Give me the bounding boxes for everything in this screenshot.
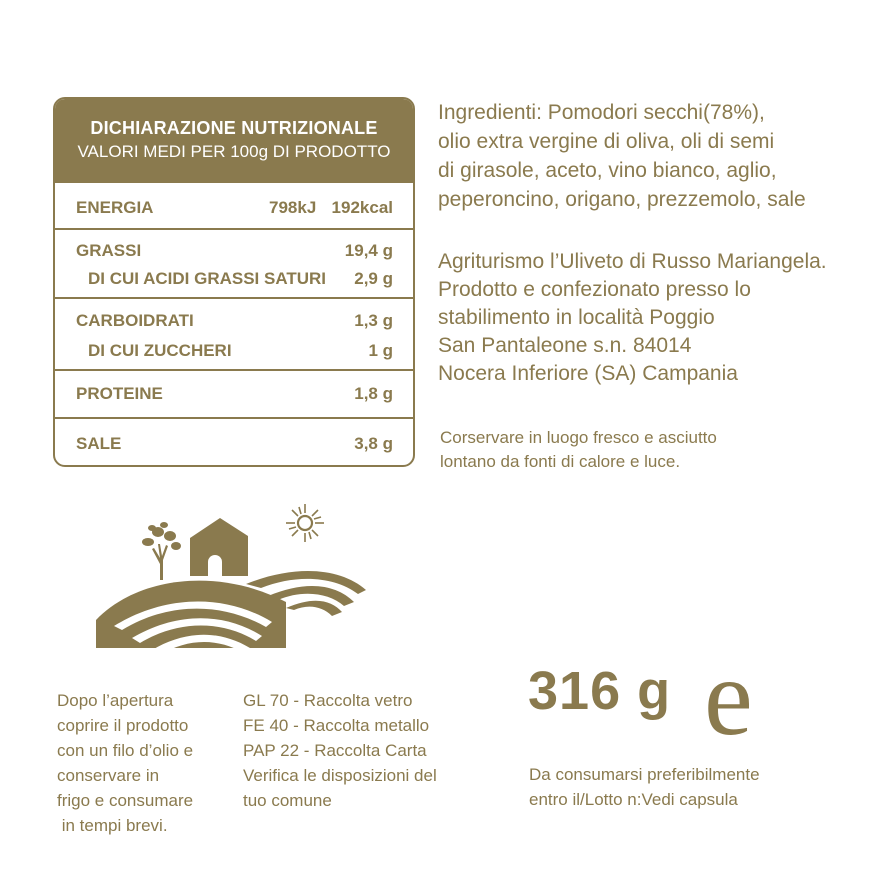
ingredients-line: olio extra vergine di oliva, oli di semi (438, 130, 775, 153)
fats-label: GRASSI (76, 241, 142, 260)
energy-label: ENERGIA (76, 198, 154, 217)
producer-line: Nocera Inferiore (SA) Campania (438, 362, 738, 385)
recycling-text (243, 688, 483, 813)
best-before-line: Da consumarsi preferibilmente (529, 765, 760, 784)
nutrition-title: DICHIARAZIONE NUTRIZIONALE (90, 118, 378, 138)
nutrition-subtitle: VALORI MEDI PER 100g DI PRODOTTO (77, 142, 391, 161)
saturated-label: DI CUI ACIDI GRASSI SATURI (88, 269, 327, 288)
net-weight: 316 g (528, 661, 672, 721)
producer-text (438, 248, 878, 388)
best-before-line: entro il/Lotto n:Vedi capsula (529, 790, 738, 809)
proteins-value: 1,8 g (354, 384, 393, 403)
divider (55, 297, 413, 299)
recycling-line: tuo comune (243, 791, 332, 810)
after-opening-line: con un filo d’olio e (57, 741, 194, 760)
after-opening-line: Dopo l’apertura (57, 691, 174, 710)
saturated-value: 2,9 g (354, 269, 393, 288)
fats-value: 19,4 g (344, 241, 393, 260)
after-opening-line: conservare in (57, 766, 160, 785)
producer-line: San Pantaleone s.n. 84014 (438, 334, 692, 357)
salt-value: 3,8 g (354, 434, 393, 453)
nutrition-table (53, 97, 415, 467)
recycling-line: PAP 22 - Raccolta Carta (243, 741, 427, 760)
divider (55, 228, 413, 230)
recycling-line: FE 40 - Raccolta metallo (243, 716, 430, 735)
nutrition-header (55, 99, 413, 183)
best-before-text (529, 762, 829, 812)
carbs-value: 1,3 g (354, 311, 393, 330)
proteins-label: PROTEINE (76, 384, 163, 403)
ingredients-text (438, 98, 878, 214)
sugars-label: DI CUI ZUCCHERI (88, 341, 232, 360)
after-opening-text (57, 688, 232, 838)
producer-line: Agriturismo l’Uliveto di Russo Mariangela. (438, 250, 827, 273)
farmhouse-icon (190, 518, 248, 576)
salt-label: SALE (76, 434, 122, 453)
ingredients-line: peperoncino, origano, prezzemolo, sale (438, 188, 806, 211)
olive-tree-icon (142, 522, 181, 580)
storage-line: Corservare in luogo fresco e asciutto (440, 428, 717, 447)
energy-kcal: 192kcal (331, 198, 393, 217)
after-opening-line: in tempi brevi. (57, 816, 168, 835)
after-opening-line: frigo e consumare (57, 791, 194, 810)
after-opening-line: coprire il prodotto (57, 716, 189, 735)
estimate-mark-icon: e (704, 636, 753, 758)
ingredients-line: Ingredienti: Pomodori secchi(78%), (438, 101, 765, 124)
storage-line: lontano da fonti di calore e luce. (440, 452, 681, 471)
divider (55, 369, 413, 371)
sun-icon (286, 504, 324, 542)
producer-line: Prodotto e confezionato presso lo (438, 278, 751, 301)
energy-kj: 798kJ (269, 198, 317, 217)
sugars-value: 1 g (368, 341, 393, 360)
divider (55, 417, 413, 419)
producer-line: stabilimento in località Poggio (438, 306, 715, 329)
storage-text (440, 426, 860, 474)
carbs-label: CARBOIDRATI (76, 311, 194, 330)
recycling-line: Verifica le disposizioni del (243, 766, 437, 785)
recycling-line: GL 70 - Raccolta vetro (243, 691, 413, 710)
ingredients-line: di girasole, aceto, vino bianco, aglio, (438, 159, 777, 182)
farm-landscape-logo-icon (96, 498, 371, 658)
